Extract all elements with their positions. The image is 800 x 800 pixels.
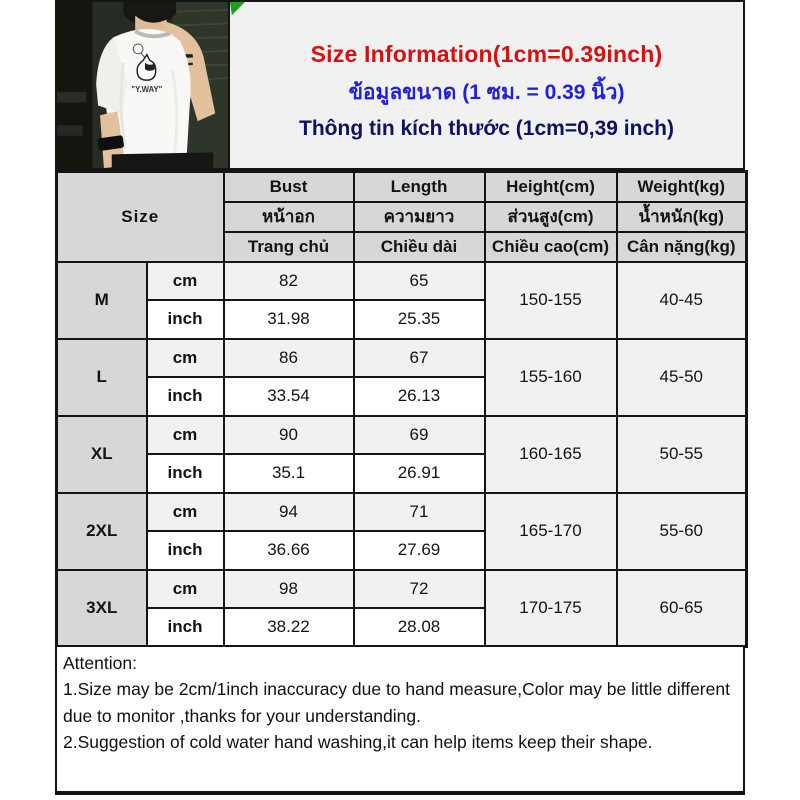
attention-line-1: 1.Size may be 2cm/1inch inaccuracy due to hand measure,Color may be little different due to monitor ,thanks for your understanding.: [63, 679, 730, 726]
unit-label: cm: [147, 493, 224, 531]
col-header-length-vi: Chiều dài: [354, 232, 485, 262]
length-inch-value: 28.08: [354, 608, 485, 647]
col-header-height-vi: Chiều cao(cm): [485, 232, 617, 262]
length-inch-value: 25.35: [354, 300, 485, 339]
unit-label: inch: [147, 377, 224, 416]
size-label-m: M: [57, 262, 147, 339]
title-vietnamese: Thông tin kích thước (1cm=0,39 inch): [299, 117, 674, 140]
col-header-length-th: ความยาว: [354, 202, 485, 232]
length-cm-value: 72: [354, 570, 485, 608]
unit-label: inch: [147, 300, 224, 339]
col-header-height-en: Height(cm): [485, 172, 617, 202]
bust-inch-value: 35.1: [224, 454, 354, 493]
bust-cm-value: 94: [224, 493, 354, 531]
col-header-height-th: ส่วนสูง(cm): [485, 202, 617, 232]
length-cm-value: 65: [354, 262, 485, 300]
bust-cm-value: 86: [224, 339, 354, 377]
weight-range: 60-65: [617, 570, 747, 647]
table-row: [57, 493, 747, 531]
bust-inch-value: 38.22: [224, 608, 354, 647]
bust-inch-value: 36.66: [224, 531, 354, 570]
title-thai: ข้อมูลขนาด (1 ซม. = 0.39 นิ้ว): [348, 81, 625, 104]
bust-cm-value: 90: [224, 416, 354, 454]
pants: [112, 152, 214, 168]
col-header-weight-en: Weight(kg): [617, 172, 747, 202]
size-header-cell: Size: [57, 172, 224, 262]
bust-inch-value: 33.54: [224, 377, 354, 416]
shirt-print-text: "Y.WAY": [131, 84, 163, 94]
title-block: [230, 0, 745, 170]
size-table: [55, 170, 748, 648]
table-row: [57, 416, 747, 454]
unit-label: cm: [147, 262, 224, 300]
product-photo-illustration: [57, 2, 228, 168]
unit-label: inch: [147, 531, 224, 570]
col-header-length-en: Length: [354, 172, 485, 202]
weight-range: 55-60: [617, 493, 747, 570]
title-english: Size Information(1cm=0.39inch): [310, 41, 663, 67]
table-row: [57, 339, 747, 377]
size-label-l: L: [57, 339, 147, 416]
length-inch-value: 27.69: [354, 531, 485, 570]
col-header-weight-vi: Cân nặng(kg): [617, 232, 747, 262]
height-range: 150-155: [485, 262, 617, 339]
unit-label: cm: [147, 339, 224, 377]
col-header-weight-th: น้ำหนัก(kg): [617, 202, 747, 232]
attention-heading: Attention:: [63, 653, 137, 673]
size-label-2xl: 2XL: [57, 493, 147, 570]
bust-cm-value: 98: [224, 570, 354, 608]
col-header-bust-th: หน้าอก: [224, 202, 354, 232]
height-range: 165-170: [485, 493, 617, 570]
corner-triangle-icon: [230, 2, 245, 16]
product-photo: [55, 0, 230, 170]
length-inch-value: 26.13: [354, 377, 485, 416]
table-row: [57, 570, 747, 608]
unit-label: cm: [147, 416, 224, 454]
length-cm-value: 71: [354, 493, 485, 531]
col-header-bust-en: Bust: [224, 172, 354, 202]
bust-inch-value: 31.98: [224, 300, 354, 339]
height-range: 160-165: [485, 416, 617, 493]
height-range: 155-160: [485, 339, 617, 416]
unit-label: cm: [147, 570, 224, 608]
size-label-xl: XL: [57, 416, 147, 493]
table-row: [57, 262, 747, 300]
attention-line-2: 2.Suggestion of cold water hand washing,it can help items keep their shape.: [63, 731, 653, 752]
length-cm-value: 67: [354, 339, 485, 377]
attention-notes: [55, 645, 745, 795]
size-label-3xl: 3XL: [57, 570, 147, 647]
unit-label: inch: [147, 608, 224, 647]
weight-range: 45-50: [617, 339, 747, 416]
header-row-english: [57, 172, 747, 202]
weight-range: 40-45: [617, 262, 747, 339]
weight-range: 50-55: [617, 416, 747, 493]
col-header-bust-vi: Trang chủ: [224, 232, 354, 262]
height-range: 170-175: [485, 570, 617, 647]
length-cm-value: 69: [354, 416, 485, 454]
length-inch-value: 26.91: [354, 454, 485, 493]
unit-label: inch: [147, 454, 224, 493]
bust-cm-value: 82: [224, 262, 354, 300]
